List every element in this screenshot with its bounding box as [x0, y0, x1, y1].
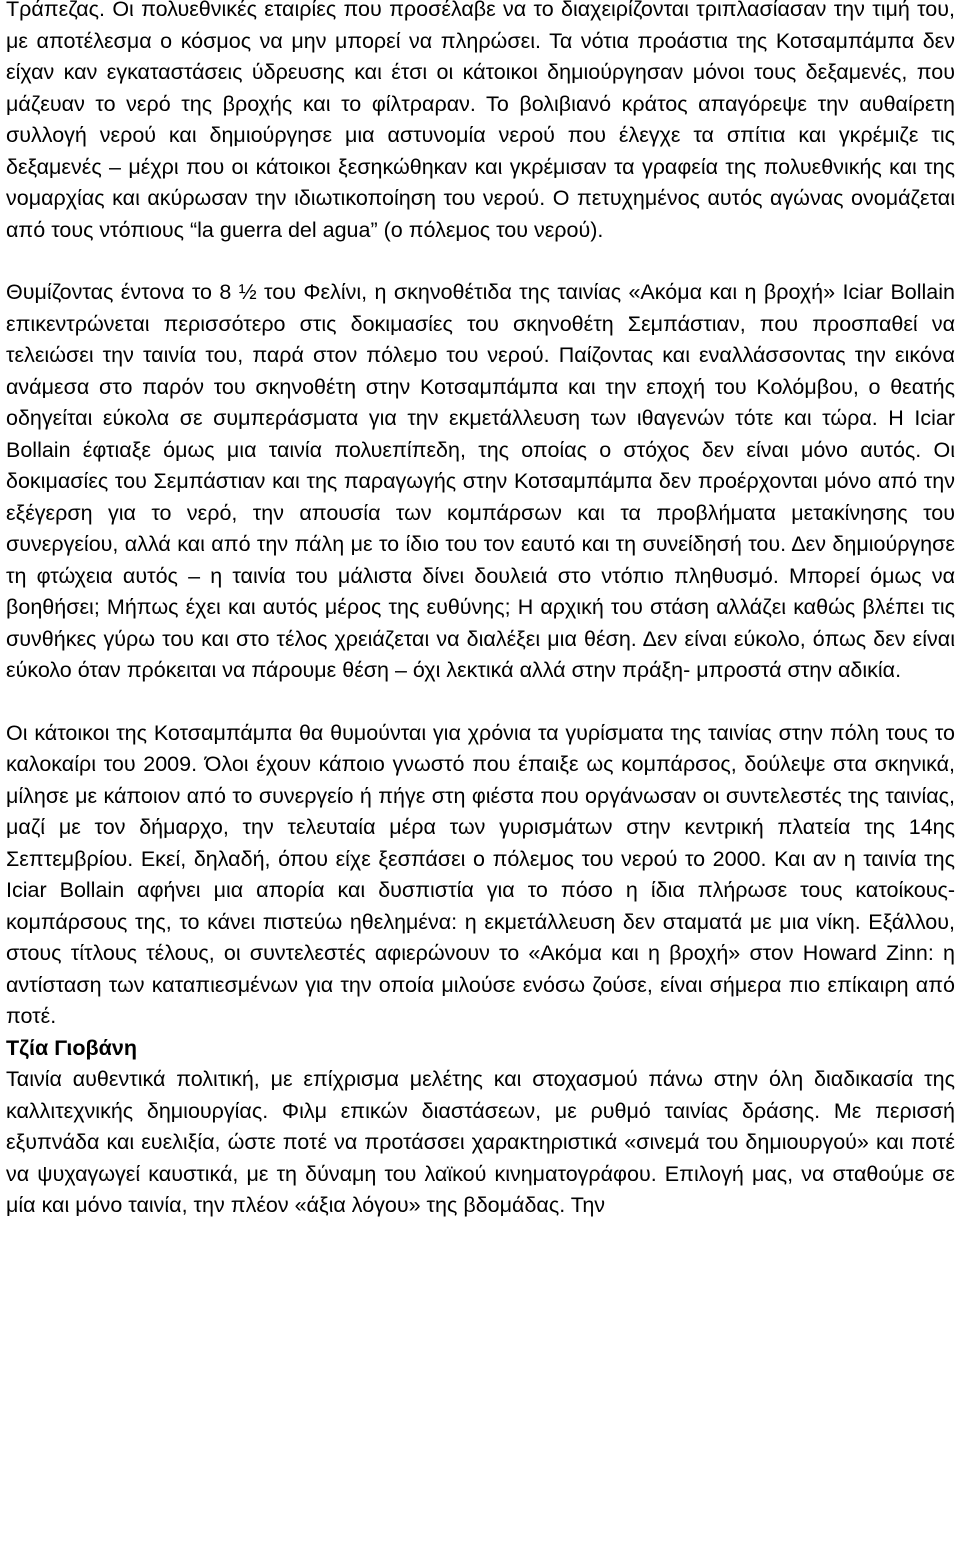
- paragraph-2: Θυμίζοντας έντονα το 8 ½ του Φελίνι, η σκηνοθέτιδα της ταινίας «Ακόμα και η βροχή» Iciar Bollain επικεντρώνεται περισσότερο στις δοκιμασίες του σκηνοθέτη Σεμπάστιαν, που προσπαθεί να τελειώσει την ταινία του, παρά στον πόλεμο του νερού. Παίζοντας και εναλλάσσοντας την εικόνα ανάμεσα στο παρόν του σκηνοθέτη στην Κοτσαμπάμπα και την εποχή του Κολόμβου, ο θεατής οδηγείται εύκολα σε συμπεράσματα για την εκμετάλλευση των ιθαγενών τότε και τώρα. Η Iciar Bollain έφτιαξε όμως μια ταινία πολυεπίπεδη, της οποίας ο στόχος δεν είναι μόνο αυτός. Οι δοκιμασίες του Σεμπάστιαν και της παραγωγής στην Κοτσαμπάμπα δεν προέρχονται μόνο από την εξέγερση για το νερό, την απουσία των κομπάρσων και τα προβλήματα μετακίνησης του συνεργείου, αλλά και από την πάλη με το ίδιο του τον εαυτό και τη συνείδησή του. Δεν δημιούργησε τη φτώχεια αυτός – η ταινία του μάλιστα δίνει δουλειά στο ντόπιο πληθυσμό. Μπορεί όμως να βοηθήσει; Μήπως έχει και αυτός μέρος της ευθύνης; Η αρχική του στάση αλλάζει καθώς βλέπει τις συνθήκες γύρω του και στο τέλος χρειάζεται να διαλέξει μια θέση. Δεν είναι εύκολο, όπως δεν είναι εύκολο όταν πρόκειται να πάρουμε θέση – όχι λεκτικά αλλά στην πράξη- μπροστά στην αδικία.: [6, 280, 955, 682]
- author-name: Τζία Γιοβάνη: [6, 1035, 137, 1060]
- paragraph-1: Τράπεζας. Οι πολυεθνικές εταιρίες που προσέλαβε να το διαχειρίζονται τριπλασίασαν την τιμή του, με αποτέλεσμα ο κόσμος να μην μπορεί να πληρώσει. Τα νότια προάστια της Κοτσαμπάμπα δεν είχαν καν εγκαταστάσεις ύδρευσης και έτσι οι κάτοικοι δημιούργησαν μόνοι τους δεξαμενές, που μάζευαν το νερό της βροχής και το φίλτραραν. Το βολιβιανό κράτος απαγόρεψε την αυθαίρετη συλλογή νερού και δημιούργησε μια αστυνομία νερού που έλεγχε τα σπίτια και γκρέμιζε τις δεξαμενές – μέχρι που οι κάτοικοι ξεσηκώθηκαν και γκρέμισαν τα γραφεία της πολυεθνικής και της νομαρχίας και ακύρωσαν την ιδιωτικοποίηση του νερού. Ο πετυχημένος αυτός αγώνας ονομάζεται από τους ντόπιους “la guerra del agua” (ο πόλεμος του νερού).: [6, 0, 955, 242]
- closing-paragraph: Ταινία αυθεντικά πολιτική, με επίχρισμα μελέτης και στοχασμού πάνω στην όλη διαδικασία της καλλιτεχνικής δημιουργίας. Φιλμ επικών διαστάσεων, με ρυθμό ταινίας δράσης. Με περισσή εξυπνάδα και ευελιξία, ώστε ποτέ να προτάσσει χαρακτηριστικά «σινεμά του δημιουργού» και ποτέ να ψυχαγωγεί καυστικά, με τη δύναμη του λαϊκού κινηματογράφου. Επιλογή μας, να σταθούμε σε μία και μόνο ταινία, την πλέον «άξια λόγου» της βδομάδας. Την: [6, 1067, 955, 1217]
- document-page: [6, 0, 955, 1222]
- paragraph-3: Οι κάτοικοι της Κοτσαμπάμπα θα θυμούνται για χρόνια τα γυρίσματα της ταινίας στην πόλη τους το καλοκαίρι του 2009. Όλοι έχουν κάποιο γνωστό που έπαιξε ως κομπάρσος, δούλεψε στα σκηνικά, μίλησε με κάποιον από το συνεργείο ή πήγε στη φιέστα που οργάνωσαν οι συντελεστές της ταινίας, μαζί με τον δήμαρχο, την τελευταία μέρα των γυρισμάτων στην κεντρική πλατεία της 14ης Σεπτεμβρίου. Εκεί, δηλαδή, όπου είχε ξεσπάσει ο πόλεμος του νερού το 2000. Και αν η ταινία της Iciar Bollain αφήνει μια απορία και δυσπιστία για το πόσο η ίδια πλήρωσε τους κατοίκους-κομπάρσους της, το κάνει πιστεύω ηθελημένα: η εκμετάλλευση δεν σταματά με μια νίκη. Εξάλλου, στους τίτλους τέλους, οι συντελεστές αφιερώνουν το «Ακόμα και η βροχή» στον Howard Zinn: η αντίσταση των καταπιεσμένων για την οποία μιλούσε ενόσω ζούσε, είναι σήμερα πιο επίκαιρη από ποτέ.: [6, 720, 955, 1028]
